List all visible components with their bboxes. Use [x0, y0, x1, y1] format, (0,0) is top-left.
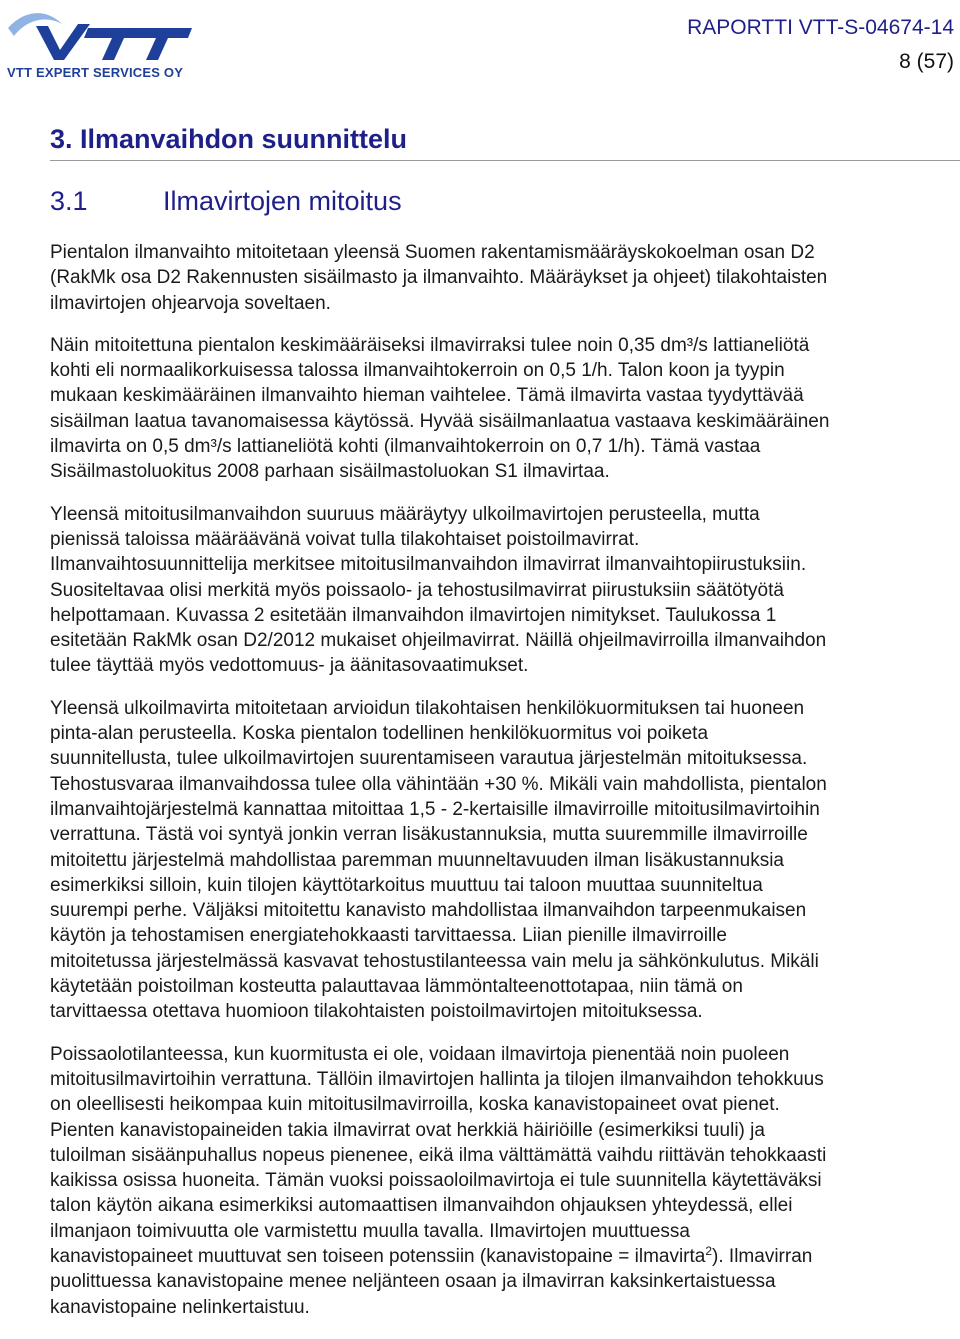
text-line: esitetään RakMk osan D2/2012 mukaiset ohjeilmavirrat. Näillä ohjeilmavirroilla ilmanvaihdon: [50, 630, 827, 652]
text-line: Näin mitoitettuna pientalon keskimääräiseksi ilmavirraksi tulee noin 0,35 dm³/s lattianeliötä: [50, 334, 810, 356]
text-line: Pientalon ilmanvaihto mitoitetaan yleensä Suomen rakentamismääräyskokoelman osan D2: [50, 242, 815, 263]
heading-rule: [50, 160, 960, 161]
text-line: mitoitetussa järjestelmässä kasvavat tehostustilanteessa vain melu ja sähkönkulutus. Mikäli: [50, 950, 819, 972]
text-line: mitoitusilmavirtoihin verrattuna. Tällöin ilmavirtojen hallinta ja tilojen ilmanvaihdon tehokkuus: [50, 1068, 824, 1090]
text-line: kaikissa osissa huoneita. Tämän vuoksi poissaoloilmavirtoja ei tule suunnitella käytettäväksi: [50, 1170, 822, 1192]
text-line: tulee täyttää myös vedottomuus- ja äänitasovaatimukset.: [50, 655, 529, 677]
text-line: pinta-alan perusteella. Koska pientalon todellinen henkilökuormitus voi poiketa: [50, 723, 709, 745]
text-line: Sisäilmastoluokitus 2008 parhaan sisäilmastoluokan S1 ilmavirtaa.: [50, 461, 610, 483]
text-line: Poissaolotilanteessa, kun kuormitusta ei ole, voidaan ilmavirtoja pienentää noin puoleen: [50, 1043, 790, 1065]
text-line: (RakMk osa D2 Rakennusten sisäilmasto ja ilmanvaihto. Määräykset ja ohjeet) tilakohtaisten: [50, 267, 828, 289]
paragraph: [50, 502, 955, 679]
text-line: Tehostusvaraa ilmanvaihdossa tulee olla vähintään +30 %. Mikäli vain mahdollista, pientalon: [50, 773, 827, 795]
text-line: tarvittaessa otettava huomioon tilakohtaisten poistoilmavirtojen mitoituksessa.: [50, 1001, 703, 1023]
equation-text-after: ). Ilmavirran: [712, 1245, 813, 1267]
text-line: puolittuessa kanavistopaine menee neljänteen osaan ja ilmavirran kaksinkertaistuessa: [50, 1271, 776, 1293]
paragraph: [50, 240, 955, 316]
paragraph: [50, 696, 955, 1025]
text-line: ilmanvaihtojärjestelmä kannattaa mitoittaa 1,5 - 2-kertaisille ilmavirroille mitoitusilmavirtoihin: [50, 798, 820, 820]
paragraph: [50, 1042, 955, 1320]
text-line: Pienten kanavistopaineiden takia ilmavirrat ovat herkkiä häiriöille (esimerkiksi tuuli) ja: [50, 1119, 765, 1141]
text-line: käytetään poistoilman kosteutta palauttavaa lämmöntalteenottotapaa, niin tämä on: [50, 976, 743, 998]
text-line: kanavistopaine nelinkertaistuu.: [50, 1296, 310, 1318]
text-line: suunnitellusta, tulee ulkoilmavirtojen suurentamiseen varautua järjestelmän mitoituksessa.: [50, 748, 808, 770]
text-line: ilmanjaon toimivuutta ole varmistettu muulla tavalla. Ilmavirtojen muuttuessa: [50, 1220, 690, 1242]
text-line: mitoitettu järjestelmä mahdollistaa paremman muunneltavuuden ilman lisäkustannuksia: [50, 849, 784, 871]
superscript-exponent: 2: [705, 1243, 713, 1258]
text-line: esimerkiksi silloin, kuin tilojen käyttötarkoitus muuttuu tai taloon muuttaa suunniteltua: [50, 874, 763, 896]
subsection-title: Ilmavirtojen mitoitus: [163, 186, 402, 216]
page-number: 8 (57): [899, 50, 954, 73]
text-line: kohti eli normaalikorkuisessa talossa ilmanvaihtokerroin on 0,5 1/h. Talon koon ja tyypin: [50, 360, 785, 382]
text-line: pienissä taloissa määräävänä voivat tulla tilakohtaiset poistoilmavirrat.: [50, 528, 640, 550]
text-line: Ilmanvaihtosuunnittelija merkitsee mitoitusilmanvaihdon ilmavirrat ilmanvaihtopiirustuksiin.: [50, 554, 807, 576]
body-text: [50, 240, 955, 1337]
text-line: Yleensä ulkoilmavirta mitoitetaan arvioidun tilakohtaisen henkilökuormituksen tai huoneen: [50, 697, 805, 719]
text-line: verrattuna. Tästä voi syntyä jonkin verran lisäkustannuksia, mutta suuremmille ilmavirroille: [50, 824, 808, 846]
text-line: on oleellisesti heikompaa kuin mitoitusilmavirroilla, koska kanavistopaineet ovat pienet.: [50, 1094, 780, 1116]
subsection-heading: [50, 186, 402, 217]
logo-text: VTT EXPERT SERVICES OY: [7, 65, 184, 80]
text-line: ilmavirta on 0,5 dm³/s lattianeliötä kohti (ilmanvaihtokerroin on 0,7 1/h). Tämä vastaa: [50, 436, 761, 458]
text-line: Yleensä mitoitusilmanvaihdon suuruus määräytyy ulkoilmavirtojen perusteella, mutta: [50, 503, 760, 525]
report-id: RAPORTTI VTT-S-04674-14: [687, 16, 954, 39]
text-line: mukaan keskimääräinen ilmanvaihto hieman vaihtelee. Tämä ilmavirta vastaa tyydyttävää: [50, 385, 804, 407]
paragraph: [50, 333, 955, 485]
text-line: ilmavirtojen ohjearvoja soveltaen.: [50, 292, 331, 314]
text-line: käytön ja tehostamisen energiatehokkaasti tarvittaessa. Liian pienille ilmavirroille: [50, 925, 727, 947]
equation-line: [50, 1244, 955, 1269]
subsection-number: 3.1: [50, 186, 88, 216]
text-line: helpottamaan. Kuvassa 2 esitetään ilmanvaihdon ilmavirtojen nimitykset. Taulukossa 1: [50, 604, 777, 626]
text-line: talon käytön aikana esimerkiksi automaattisen ilmanvaihdon ohjauksen yhteydessä, ellei: [50, 1195, 793, 1217]
text-line: tuloilman sisäänpuhallus nopeus pienenee, eikä ilma välttämättä vaihdu riittävän tehokkaasti: [50, 1144, 827, 1166]
text-line: Suositeltavaa olisi merkitä myös poissaolo- ja tehostusilmavirrat piirustuksiin säätötyötä: [50, 579, 784, 601]
text-line: suurempi perhe. Väljäksi mitoitettu kanavisto mahdollistaa ilmanvaihdon tarpeenmukaisen: [50, 900, 807, 922]
equation-text-before: kanavistopaineet muuttuvat sen toiseen potenssiin (kanavistopaine = ilmavirta: [50, 1245, 706, 1267]
text-line: sisäilman laatua tavanomaisessa käytössä. Hyvää sisäilmanlaatua vastaava keskimääräinen: [50, 410, 830, 432]
section-heading: 3. Ilmanvaihdon suunnittelu: [50, 124, 408, 154]
